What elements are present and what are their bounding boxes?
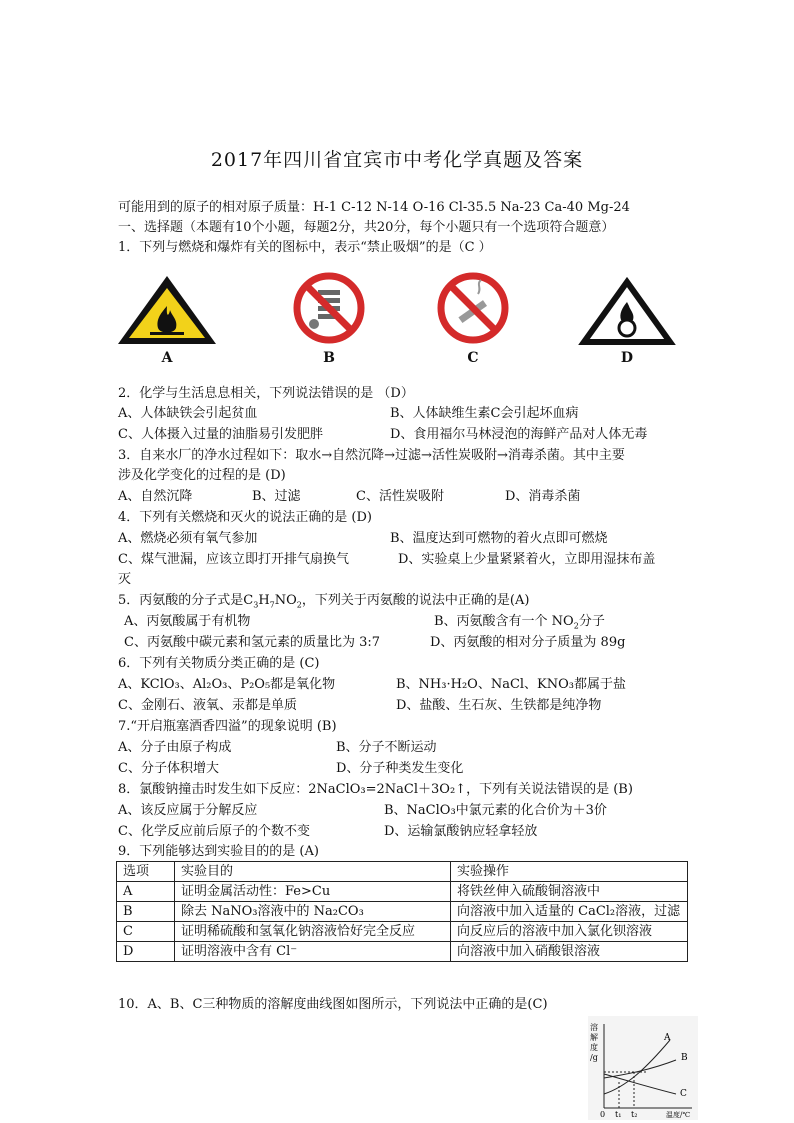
q7-option-c: C、分子体积增大 [118, 761, 219, 776]
icon-a [112, 272, 222, 372]
q8-stem: 8．氯酸钠撞击时发生如下反应：2NaClO₃=2NaCl＋3O₂↑，下列有关说法错误的是 (B) [118, 782, 633, 797]
q4-option-d: D、实验桌上少量紧紧着火，立即用湿抹布盖 [398, 552, 656, 567]
q2-option-a: A、人体缺铁会引起贫血 [118, 406, 258, 421]
q4-stem: 4．下列有关燃烧和灭火的说法正确的是 (D) [118, 510, 372, 525]
q5-b-pre: B、丙氨酸含有一个 NO [434, 614, 574, 629]
icon-c [418, 272, 528, 372]
q10-stem: 10．A、B、C三种物质的溶解度曲线图如图所示，下列说法中正确的是(C) [118, 997, 548, 1012]
y-axis-label: 溶解度/g [590, 1023, 598, 1062]
q2-option-b: B、人体缺维生素C会引起坏血病 [390, 406, 579, 421]
q3-option-c: C、活性炭吸附 [356, 489, 444, 504]
q5-mid: NO [274, 593, 297, 608]
q2-option-c: C、人体摄入过量的油脂易引发肥胖 [118, 427, 323, 442]
q5-option-a: A、丙氨酸属于有机物 [124, 614, 251, 629]
q8-option-c: C、化学反应前后原子的个数不变 [118, 824, 310, 839]
table-header-row [117, 862, 688, 882]
table-cell: A [117, 882, 175, 902]
table-cell: C [117, 922, 175, 942]
q6-option-c: C、金刚石、液氧、汞都是单质 [118, 698, 297, 713]
t2-label: t₂ [631, 1110, 638, 1119]
x-axis-label: 温度/℃ [666, 1111, 691, 1119]
q1-icons [112, 272, 672, 372]
table-header: 选项 [117, 862, 175, 882]
curve-label-b: B [681, 1053, 688, 1063]
q8-option-d: D、运输氯酸钠应轻拿轻放 [384, 824, 538, 839]
table-cell: 向反应后的溶液中加入氯化钡溶液 [451, 922, 688, 942]
table-cell: 证明溶液中含有 Cl⁻ [175, 942, 451, 962]
q5-option-c: C、丙氨酸中碳元素和氢元素的质量比为 3:7 [124, 635, 381, 650]
q8-option-a: A、该反应属于分解反应 [118, 803, 258, 818]
q9-stem: 9．下列能够达到实验目的的是 (A) [118, 844, 319, 859]
table-cell: 向溶液中加入适量的 CaCl₂溶液，过滤 [451, 902, 688, 922]
icon-b [274, 272, 384, 372]
page-title: 2017年四川省宜宾市中考化学真题及答案 [210, 149, 584, 171]
q5-stem-post: ，下列关于丙氨酸的说法中正确的是(A) [301, 593, 530, 608]
origin-label: 0 [600, 1110, 606, 1119]
q5-b-sub: 2 [573, 621, 579, 631]
q3-option-a: A、自然沉降 [118, 489, 193, 504]
q5-option-d: D、丙氨酸的相对分子质量为 89g [430, 635, 626, 650]
table-header: 实验目的 [175, 862, 451, 882]
q5-mid: H [258, 593, 270, 608]
q6-option-d: D、盐酸、生石灰、生铁都是纯净物 [396, 698, 602, 713]
table-cell: 证明金属活动性：Fe>Cu [175, 882, 451, 902]
q3-option-b: B、过滤 [252, 489, 301, 504]
q7-stem: 7.“开启瓶塞酒香四溢”的现象说明 (B) [118, 719, 337, 734]
oxidizer-warning-icon [572, 272, 682, 350]
q5-stem-pre: 5．丙氨酸的分子式是C [118, 593, 254, 608]
q4-option-c: C、煤气泄漏，应该立即打开排气扇换气 [118, 552, 349, 567]
q4-option-d-cont: 灭 [118, 572, 132, 587]
flammable-warning-icon [112, 272, 222, 350]
q3-stem-line2: 涉及化学变化的过程的是 (D) [118, 468, 286, 483]
table-cell: D [117, 942, 175, 962]
q5-b-post: 分子 [578, 614, 605, 629]
q6-stem: 6．下列有关物质分类正确的是 (C) [118, 656, 320, 671]
q7-option-b: B、分子不断运动 [336, 740, 437, 755]
q5-option-b [434, 613, 605, 636]
table-row [117, 882, 688, 902]
q8-option-b: B、NaClO₃中氯元素的化合价为＋3价 [384, 803, 607, 818]
q5-sub: 3 [253, 600, 259, 610]
q6-option-b: B、NH₃·H₂O、NaCl、KNO₃都属于盐 [396, 677, 627, 692]
table-cell: 证明稀硫酸和氢氧化钠溶液恰好完全反应 [175, 922, 451, 942]
table-cell: B [117, 902, 175, 922]
q5-sub: 2 [296, 600, 302, 610]
no-smoking-icon [418, 272, 528, 350]
solubility-curve-graph [588, 1016, 698, 1120]
table-cell: 向溶液中加入硝酸银溶液 [451, 942, 688, 962]
table-row [117, 902, 688, 922]
q2-option-d: D、食用福尔马林浸泡的海鲜产品对人体无毒 [390, 427, 648, 442]
q5-sub: 7 [269, 600, 275, 610]
table-row [117, 942, 688, 962]
t1-label: t₁ [615, 1110, 622, 1119]
table-header: 实验操作 [451, 862, 688, 882]
table-cell: 将铁丝伸入硫酸铜溶液中 [451, 882, 688, 902]
icon-label-a: A [161, 350, 173, 366]
q4-option-a: A、燃烧必须有氧气参加 [118, 531, 258, 546]
icon-d [572, 272, 682, 372]
q3-stem-line1: 3．自来水厂的净水过程如下：取水→自然沉降→过滤→活性炭吸附→消毒杀菌。其中主要 [118, 448, 625, 463]
atomic-masses: 可能用到的原子的相对原子质量：H-1 C-12 N-14 O-16 Cl-35.5 Na-23 Ca-40 Mg-24 [118, 200, 630, 215]
icon-label-d: D [620, 350, 634, 366]
no-stacking-icon [274, 272, 384, 350]
q7-option-a: A、分子由原子构成 [118, 740, 232, 755]
q4-option-b: B、温度达到可燃物的着火点即可燃烧 [390, 531, 608, 546]
table-cell: 除去 NaNO₃溶液中的 Na₂CO₃ [175, 902, 451, 922]
icon-label-b: B [323, 350, 335, 366]
curve-label-a: A [664, 1033, 671, 1043]
icon-label-c: C [467, 350, 479, 366]
q2-stem: 2．化学与生活息息相关，下列说法错误的是 （D） [118, 386, 414, 401]
q3-option-d: D、消毒杀菌 [505, 489, 581, 504]
q1-stem: 1．下列与燃烧和爆炸有关的图标中，表示“禁止吸烟”的是（C ） [118, 240, 492, 255]
q7-option-d: D、分子种类发生变化 [336, 761, 464, 776]
table-row [117, 922, 688, 942]
section-heading: 一、选择题（本题有10个小题，每题2分，共20分，每个小题只有一个选项符合题意） [118, 220, 615, 235]
curve-label-c: C [680, 1089, 687, 1099]
q9-table [116, 861, 688, 962]
q6-option-a: A、KClO₃、Al₂O₃、P₂O₅都是氧化物 [118, 677, 336, 692]
q5-stem [118, 592, 529, 615]
